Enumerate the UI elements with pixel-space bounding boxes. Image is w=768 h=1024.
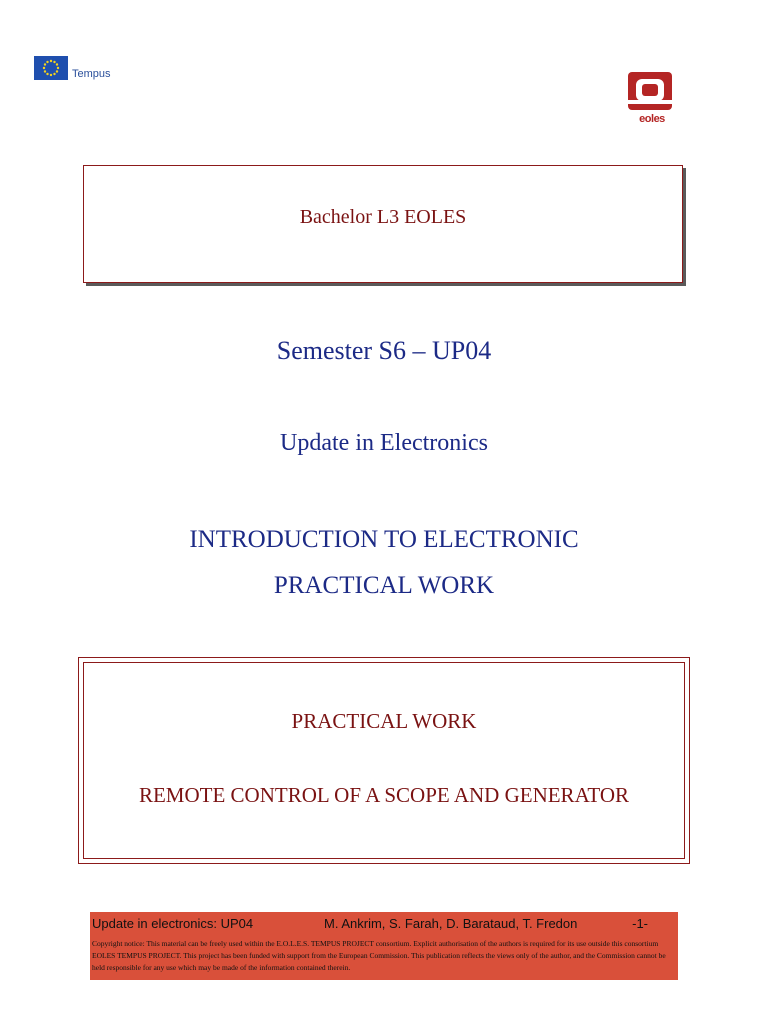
program-title: Bachelor L3 EOLES [299,206,467,228]
footer-course: Update in electronics: UP04 [92,916,254,931]
tempus-label: Tempus [72,68,111,80]
practical-work-inner-border [83,662,685,859]
footer-authors: M. Ankrim, S. Farah, D. Barataud, T. Fredon [324,916,578,931]
page-footer [90,912,678,980]
eu-flag-icon [34,56,68,80]
document-title-line2: PRACTICAL WORK [273,572,495,599]
practical-work-box [78,657,690,864]
footer-row [92,916,676,936]
practical-work-subtitle: REMOTE CONTROL OF A SCOPE AND GENERATOR [138,783,630,807]
document-title-line1: INTRODUCTION TO ELECTRONIC [189,526,579,553]
eu-tempus-logo [34,56,144,82]
footer-page-number: -1- [632,916,648,931]
eoles-emblem-icon [624,70,676,114]
practical-work-title: PRACTICAL WORK [291,709,477,733]
copyright-notice: Copyright notice: This material can be freely used within the E.O.L.E.S. TEMPUS PROJECT consortium. Explicit authorisation of the authors is required for its use outside this consortium EOLES TEMPUS PROJECT. This project has been funded with support from the European Commission. This publication reflects the views only of the author, and the Commission cannot be held responsible for any use which may be made of the information contained therein. [92,939,666,972]
program-box [83,165,683,283]
course-heading: Update in Electronics [280,430,488,456]
eoles-logo [624,70,676,132]
eoles-logo-text: eoles [639,113,665,125]
semester-heading: Semester S6 – UP04 [276,336,492,365]
